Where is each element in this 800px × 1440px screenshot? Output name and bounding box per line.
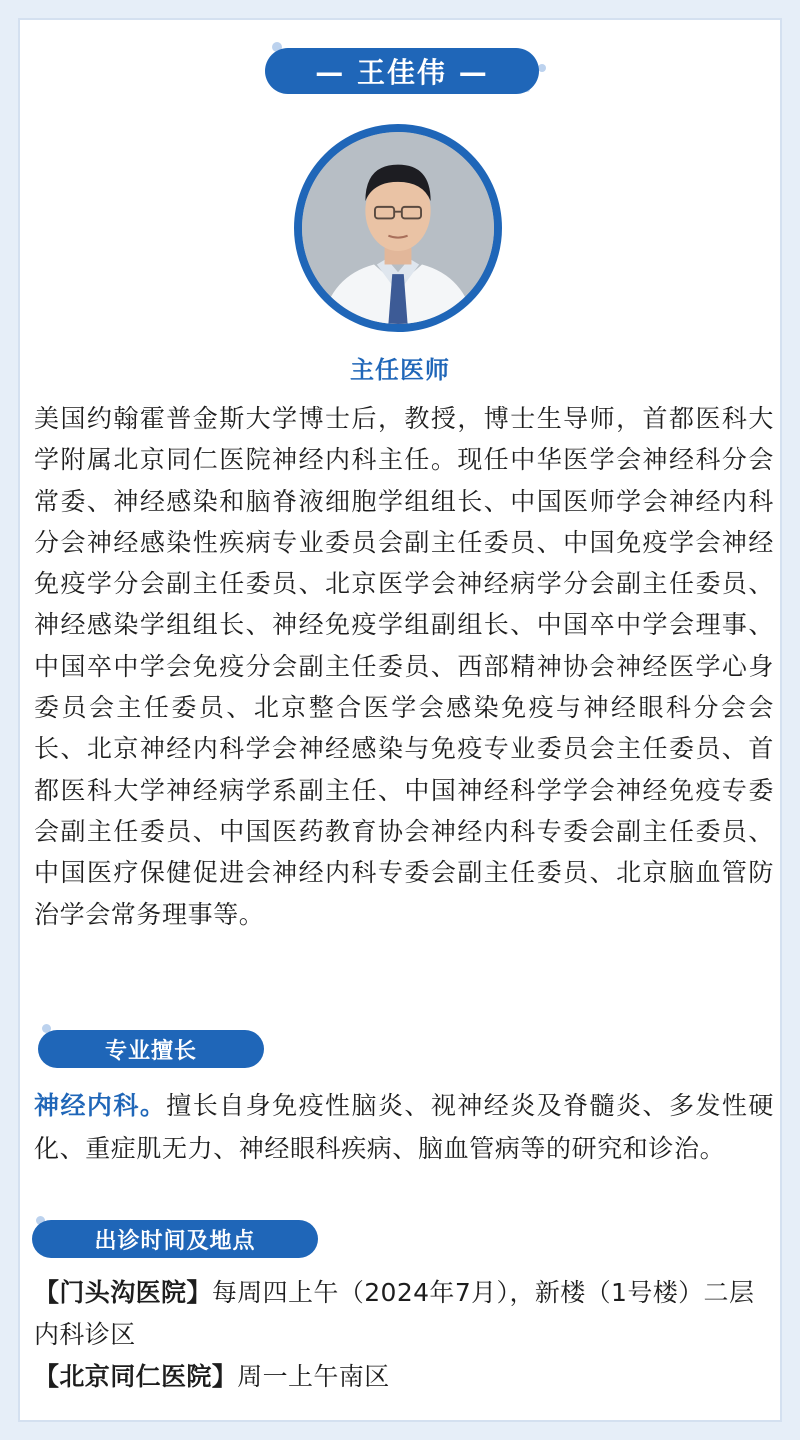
clinic-heading [32, 1220, 318, 1258]
clinic-heading-label: 出诊时间及地点 [94, 1228, 256, 1254]
specialty-heading [38, 1030, 264, 1068]
specialty-heading-label: 专业擅长 [104, 1038, 197, 1064]
clinic-hospital: 【北京同仁医院】 [34, 1362, 238, 1391]
doctor-title: 主任医师 [350, 356, 450, 384]
decor-bubble [538, 64, 546, 72]
portrait-illustration [302, 132, 494, 324]
clinic-hospital: 【门头沟医院】 [34, 1278, 212, 1307]
doctor-portrait-icon [294, 124, 502, 332]
clinic-detail: 周一上午南区 [237, 1362, 390, 1391]
clinic-entry [34, 1356, 774, 1398]
specialty-description [34, 1084, 774, 1170]
specialty-field: 神经内科。 [34, 1091, 167, 1120]
doctor-bio: 美国约翰霍普金斯大学博士后，教授，博士生导师，首都医科大学附属北京同仁医院神经内科主任。现任中华医学会神经科分会常委、神经感染和脑脊液细胞学组组长、中国医师学会神经内科分会神经感染性疾病专业委员会副主任委员、中国免疫学会神经免疫学分会副主任委员、北京医学会神经病学分会副主任委员、神经感染学组组长、神经免疫学组副组长、中国卒中学会理事、中国卒中学会免疫分会副主任委员、西部精神协会神经医学心身委员会主任委员、北京整合医学会感染免疫与神经眼科分会会长、北京神经内科学会神经感染与免疫专业委员会主任委员、首都医科大学神经病学系副主任、中国神经科学学会神经免疫专委会副主任委员、中国医药教育协会神经内科专委会副主任委员、中国医疗保健促进会神经内科专委会副主任委员、北京脑血管防治学会常务理事等。 [34, 404, 774, 929]
specialty-text: 擅长自身免疫性脑炎、视神经炎及脊髓炎、多发性硬化、重症肌无力、神经眼科疾病、脑血管病等的研究和诊治。 [34, 1091, 774, 1163]
clinic-schedule [34, 1272, 774, 1398]
clinic-detail: 每周四上午（2024年7月），新楼（1号楼）二层内科诊区 [34, 1278, 755, 1349]
clinic-entry [34, 1272, 774, 1356]
doctor-name-banner [265, 48, 539, 94]
profile-card [18, 18, 782, 1422]
doctor-name: — 王佳伟 — [315, 56, 489, 89]
